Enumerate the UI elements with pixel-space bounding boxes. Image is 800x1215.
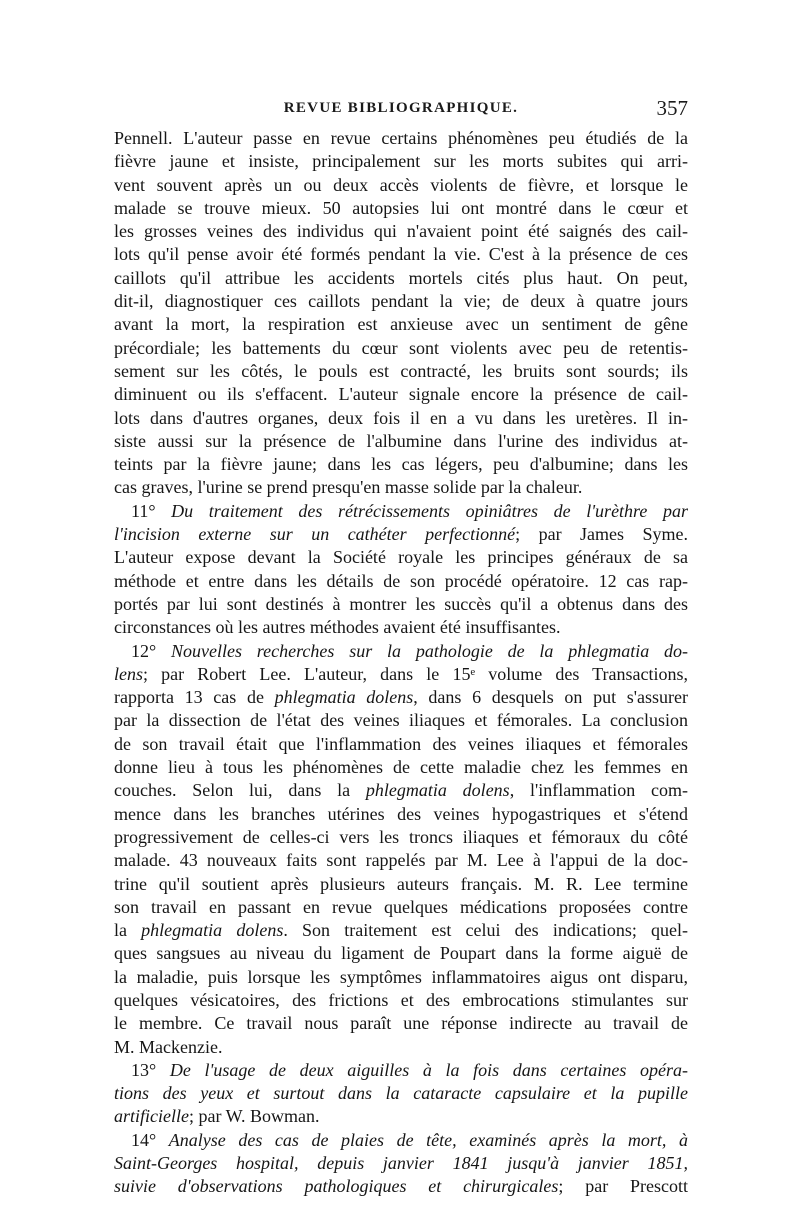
text-run: portés par lui sont destinés à montrer les succès qu'il a obtenus dans des	[114, 593, 688, 614]
text-line	[114, 989, 688, 1012]
text-run: L'auteur expose devant la Société royale les principes généraux de sa	[114, 547, 688, 568]
text-run: ques sangsues au niveau du ligament de Poupart dans la forme aiguë de	[114, 943, 688, 964]
text-line	[114, 873, 688, 896]
text-line	[114, 383, 688, 406]
text-run: ; par Robert Lee. L'auteur, dans le 15ᵉ volume des Transactions,	[143, 663, 688, 684]
text-line	[114, 663, 688, 686]
text-run: , l'inflammation com-	[509, 780, 688, 801]
text-line	[114, 290, 688, 313]
text-line	[114, 546, 688, 569]
text-run: progressivement de celles-ci vers les troncs iliaques et fémoraux du côté	[114, 826, 688, 847]
text-run: diminuent ou ils s'effacent. L'auteur signale encore la présence de cail-	[114, 384, 688, 405]
text-run: mence dans les branches utérines des veines hypogastriques et s'étend	[114, 803, 688, 824]
italic-text: artificielle	[114, 1106, 189, 1127]
text-line	[114, 1105, 688, 1128]
text-run: lots dans d'autres organes, deux fois il en a vu dans les uretères. Il in-	[114, 407, 688, 428]
text-run: le membre. Ce travail nous paraît une réponse indirecte au travail de	[114, 1013, 688, 1034]
text-line	[114, 733, 688, 756]
italic-text: lens	[114, 663, 143, 684]
text-run: , dans 6 desquels on put s'assurer	[413, 687, 688, 708]
text-run: fièvre jaune et insiste, principalement sur les morts subites qui arri-	[114, 151, 688, 172]
text-line	[114, 756, 688, 779]
text-run: trine qu'il soutient après plusieurs auteurs français. M. R. Lee termine	[114, 873, 688, 894]
text-line	[114, 803, 688, 826]
text-line	[114, 476, 688, 499]
text-run: Pennell. L'auteur passe en revue certains phénomènes peu étudiés de la	[114, 128, 688, 148]
running-title: REVUE BIBLIOGRAPHIQUE.	[283, 100, 519, 116]
italic-text: phlegmatia dolens	[141, 920, 284, 941]
text-run: ; par W. Bowman.	[188, 1106, 320, 1127]
text-run: cas graves, l'urine se prend presqu'en masse solide par la chaleur.	[114, 477, 583, 498]
text-run: de son travail était que l'inflammation des veines iliaques et fémorales	[114, 733, 688, 754]
italic-text: De l'usage de deux aiguilles à la fois dans certaines opéra-	[169, 1059, 688, 1080]
text-run: par la dissection de l'état des veines iliaques et fémorales. La conclusion	[114, 710, 688, 731]
text-run: les grosses veines des individus qui n'avaient point été saignés des cail-	[114, 221, 688, 242]
text-run: lots qu'il pense avoir été formés pendant la vie. C'est à la présence de ces	[114, 244, 688, 265]
text-line	[114, 1036, 688, 1059]
text-line	[114, 640, 688, 663]
italic-text: Nouvelles recherches sur la pathologie de la phlegmatia do-	[171, 640, 688, 661]
text-line	[114, 1082, 688, 1105]
italic-text: l'incision externe sur un cathéter perfectionné	[114, 524, 516, 545]
italic-text: Saint-Georges hospital, depuis janvier 1841 jusqu'à janvier 1851,	[114, 1153, 688, 1174]
text-line	[114, 686, 688, 709]
text-line	[114, 1012, 688, 1035]
text-line	[114, 849, 688, 872]
text-line	[114, 500, 688, 523]
text-line	[114, 1059, 688, 1082]
text-line	[114, 197, 688, 220]
text-line	[114, 313, 688, 336]
text-run: donne lieu à tous les phénomènes de cette maladie chez les femmes en	[114, 757, 688, 778]
text-line	[114, 407, 688, 430]
text-run: siste aussi sur la présence de l'albumine dans l'urine des individus at-	[114, 430, 688, 451]
text-line	[114, 243, 688, 266]
text-run: . Son traitement est celui des indications; quel-	[283, 920, 688, 941]
text-run: couches. Selon lui, dans la	[114, 780, 366, 801]
text-line	[114, 1129, 688, 1152]
text-run: précordiale; les battements du cœur sont violents avec peu de retentis-	[114, 337, 688, 358]
text-line	[114, 1175, 688, 1198]
text-run: malade se trouve mieux. 50 autopsies lui ont montré dans le cœur et	[114, 197, 688, 218]
text-line	[114, 779, 688, 802]
text-line	[114, 1152, 688, 1175]
text-line	[114, 267, 688, 290]
italic-text: tions des yeux et surtout dans la cataracte capsulaire et la pupille	[114, 1083, 688, 1104]
text-run: son travail en passant en revue quelques médications proposées contre	[114, 896, 688, 917]
body-text	[114, 127, 688, 1199]
text-line	[114, 826, 688, 849]
italic-text: Analyse des cas de plaies de tête, examinés après la mort, à	[168, 1129, 688, 1150]
text-run: 11°	[131, 500, 172, 521]
italic-text: phlegmatia dolens	[365, 780, 510, 801]
text-run: la	[114, 920, 142, 941]
text-line	[114, 966, 688, 989]
text-run: ; par Prescott	[558, 1176, 688, 1197]
text-line	[114, 430, 688, 453]
text-run: ; par James Syme.	[515, 524, 688, 545]
text-line	[114, 174, 688, 197]
text-run: caillots qu'il attribue les accidents mortels cités plus haut. On peut,	[114, 267, 688, 288]
text-line	[114, 337, 688, 360]
text-run: vent souvent après un ou deux accès violents de fièvre, et lorsque le	[114, 174, 688, 195]
text-line	[114, 127, 688, 150]
text-run: teints par la fièvre jaune; dans les cas légers, peu d'albumine; dans les	[114, 454, 688, 475]
text-run: quelques vésicatoires, des frictions et des embrocations stimulantes sur	[114, 989, 688, 1010]
text-run: 12°	[131, 640, 171, 661]
text-line	[114, 709, 688, 732]
page-number: 357	[656, 96, 688, 120]
text-line	[114, 593, 688, 616]
text-run: méthode et entre dans les détails de son procédé opératoire. 12 cas rap-	[114, 570, 688, 591]
text-line	[114, 523, 688, 546]
text-line	[114, 360, 688, 383]
text-line	[114, 616, 688, 639]
text-run: rapporta 13 cas de	[114, 687, 275, 708]
text-line	[114, 453, 688, 476]
text-run: la maladie, puis lorsque les symptômes inflammatoires aigus ont disparu,	[114, 966, 688, 987]
text-run: M. Mackenzie.	[114, 1036, 223, 1057]
text-run: 14°	[131, 1129, 169, 1150]
text-line	[114, 150, 688, 173]
italic-text: suivie d'observations pathologiques et chirurgicales	[114, 1176, 559, 1197]
text-run: dit-il, diagnostiquer ces caillots pendant la vie; de deux à quatre jours	[114, 291, 688, 312]
text-run: sement sur les côtés, le pouls est contracté, les bruits sont sourds; ils	[114, 360, 688, 381]
text-run: malade. 43 nouveaux faits sont rappelés par M. Lee à l'appui de la doc-	[114, 850, 688, 871]
italic-text: Du traitement des rétrécissements opiniâtres de l'urèthre par	[171, 500, 688, 521]
text-line	[114, 220, 688, 243]
text-run: 13°	[131, 1059, 170, 1080]
text-run: circonstances où les autres méthodes avaient été insuffisantes.	[114, 617, 561, 638]
text-line	[114, 942, 688, 965]
text-line	[114, 570, 688, 593]
text-line	[114, 896, 688, 919]
text-run: avant la mort, la respiration est anxieuse avec un sentiment de gêne	[114, 314, 688, 335]
running-header	[114, 96, 688, 122]
italic-text: phlegmatia dolens	[274, 687, 414, 708]
text-line	[114, 919, 688, 942]
